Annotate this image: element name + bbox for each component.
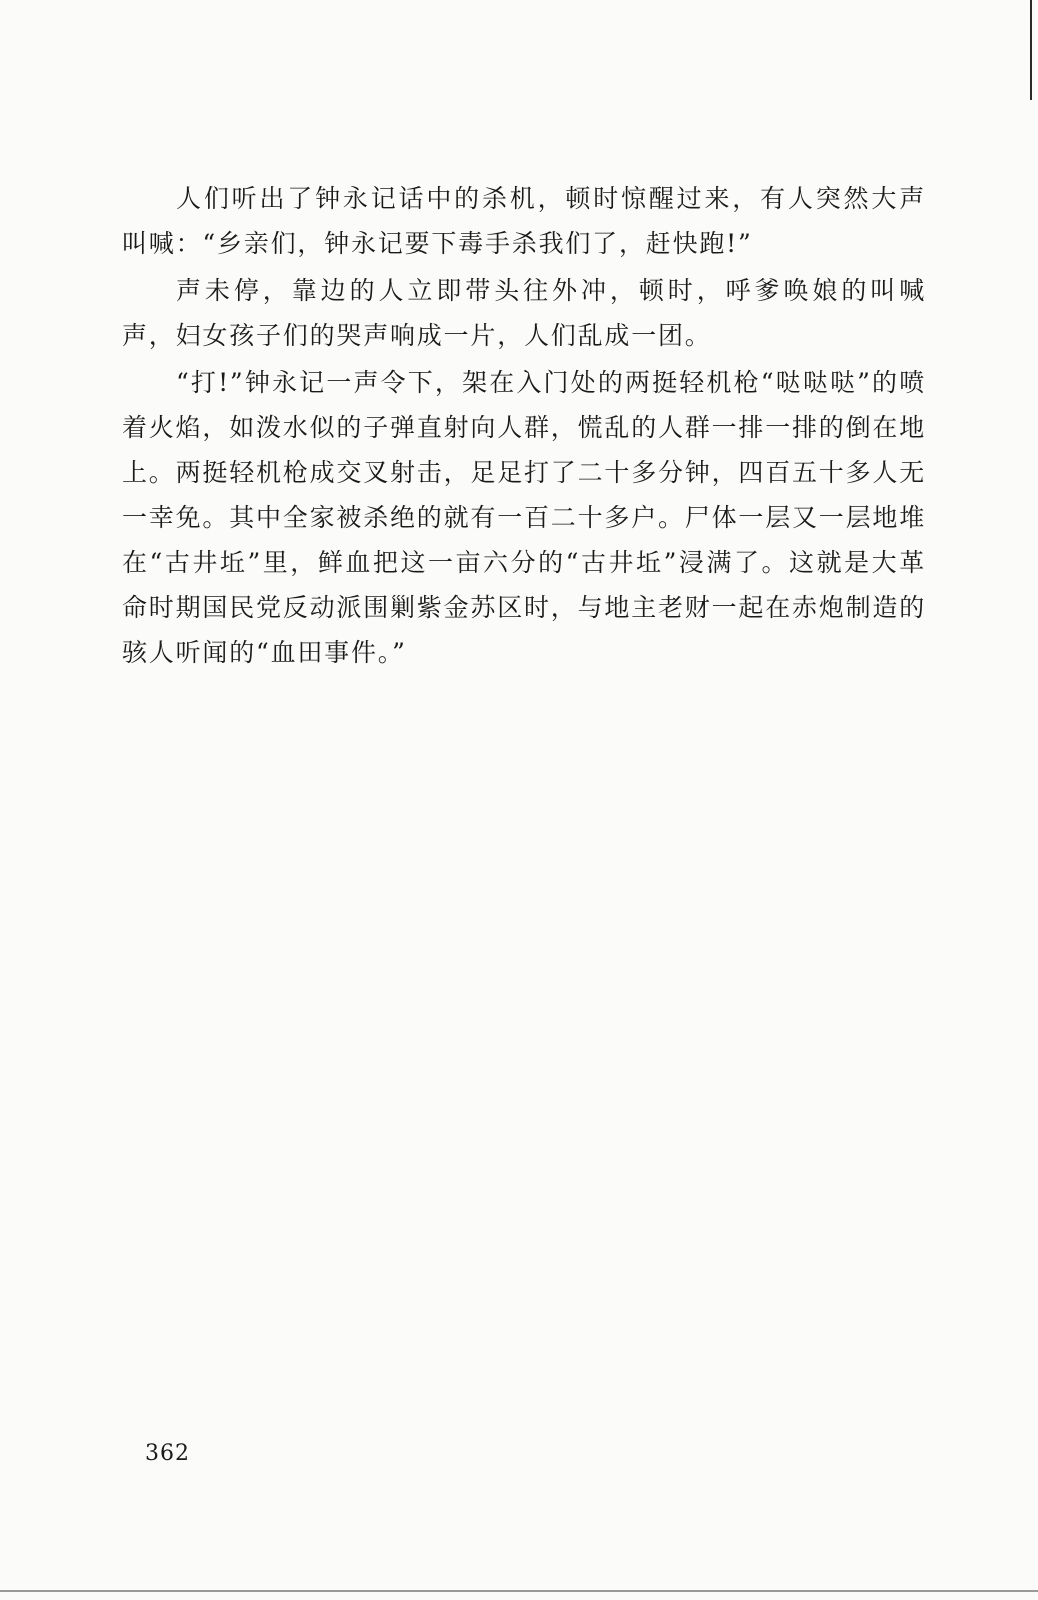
page-bottom-edge <box>0 1590 1038 1592</box>
paragraph-2: 声未停，靠边的人立即带头往外冲，顿时，呼爹唤娘的叫喊声，妇女孩子们的哭声响成一片，人们乱成一团。 <box>122 276 926 350</box>
paragraph-3: “打!”钟永记一声令下，架在入门处的两挺轻机枪“哒哒哒”的喷着火焰，如泼水似的子弹直射向人群，慌乱的人群一排一排的倒在地上。两挺轻机枪成交叉射击，足足打了二十多分钟，四百五十多人无一幸免。其中全家被杀绝的就有一百二十多户。尸体一层又一层地堆在“古井坵”里，鲜血把这一亩六分的“古井坵”浸满了。这就是大革命时期国民党反动派围剿紫金苏区时，与地主老财一起在赤炮制造的骇人听闻的“血田事件。” <box>122 368 927 667</box>
body-text <box>122 176 926 677</box>
page-edge-line <box>1030 0 1032 100</box>
page-number: 362 <box>145 1441 190 1466</box>
paragraph-1: 人们听出了钟永记话中的杀机，顿时惊醒过来，有人突然大声叫喊：“乡亲们，钟永记要下毒手杀我们了，赶快跑!” <box>122 184 926 258</box>
